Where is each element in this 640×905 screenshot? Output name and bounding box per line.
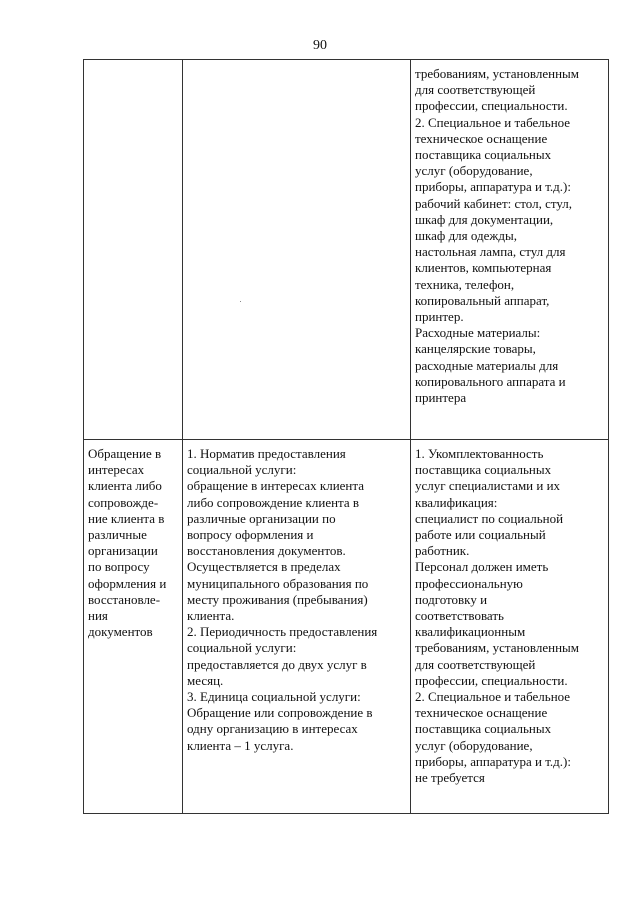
service-name-cell	[84, 60, 183, 440]
cell-text-line: копировального аппарата и	[415, 373, 566, 389]
cell-text-line: 2. Периодичность предоставления	[187, 624, 378, 640]
cell-text-line: рабочий кабинет: стол, стул,	[415, 195, 573, 211]
cell-text-line: 2. Специальное и табельное	[415, 689, 571, 705]
cell-text-line: квалификация:	[415, 494, 498, 510]
cell-text-line: требованиям, установленным	[415, 640, 580, 656]
cell-text-line: клиента либо	[88, 478, 162, 494]
cell-text-line: 1. Норматив предоставления	[187, 446, 346, 461]
cell-text-line: Осуществляется в пределах	[187, 559, 341, 575]
cell-text-line: специалист по социальной	[415, 510, 564, 526]
cell-text-line: 2. Специальное и табельное	[415, 114, 571, 130]
cell-text-line: работе или социальный	[415, 527, 546, 543]
cell-text-line: восстановле-	[88, 591, 161, 607]
cell-text-line: требованиям, установленным	[415, 66, 580, 81]
cell-text-line: поставщика социальных	[415, 462, 552, 478]
cell-text-line: социальной услуги:	[187, 462, 297, 478]
cell-text-line: 1. Укомплектованность	[415, 446, 544, 461]
table-row	[84, 440, 609, 814]
service-standard-cell	[183, 60, 411, 440]
cell-text-line: месту проживания (пребывания)	[187, 591, 368, 607]
cell-text-line: вопросу оформления и	[187, 527, 314, 543]
cell-text-line: восстановления документов.	[187, 543, 346, 559]
cell-text-line: профессиональную	[415, 575, 523, 591]
cell-text-line: одну организацию в интересах	[187, 721, 358, 737]
cell-text-line: по вопросу	[88, 559, 150, 575]
cell-text-line: либо сопровождение клиента в	[187, 494, 360, 510]
cell-text-line: не требуется	[415, 770, 485, 786]
service-name-cell	[84, 440, 183, 814]
cell-text-line: техника, телефон,	[415, 276, 515, 292]
scan-speck	[240, 301, 241, 302]
cell-text-line: Обращение или сопровождение в	[187, 705, 373, 721]
cell-text-line: канцелярские товары,	[415, 341, 536, 357]
cell-text-line: профессии, специальности.	[415, 98, 568, 114]
cell-text-line: профессии, специальности.	[415, 672, 568, 688]
cell-text-line: социальной услуги:	[187, 640, 297, 656]
cell-text-line: ния	[88, 608, 108, 624]
cell-text-line: подготовку и	[415, 591, 488, 607]
cell-text-line: оформления и	[88, 575, 167, 591]
cell-text-line: клиента – 1 услуга.	[187, 737, 294, 753]
cell-text-line: Обращение в	[88, 446, 162, 461]
cell-text-line: услуг специалистами и их	[415, 478, 561, 494]
cell-text-line: поставщика социальных	[415, 721, 552, 737]
cell-text-line: услуг (оборудование,	[415, 163, 533, 179]
cell-text-line: для соответствующей	[415, 656, 536, 672]
cell-text-line: различные организации по	[187, 510, 336, 526]
page-number: 90	[313, 38, 327, 53]
cell-text-line: копировальный аппарат,	[415, 292, 550, 308]
cell-text-line: сопровожде-	[88, 494, 159, 510]
cell-text-line: различные	[88, 527, 147, 543]
cell-text-line: интересах	[88, 462, 145, 478]
cell-text-line: Персонал должен иметь	[415, 559, 549, 575]
cell-text-line: квалификационным	[415, 624, 526, 640]
cell-text-line: принтера	[415, 390, 467, 406]
cell-text-line: поставщика социальных	[415, 147, 552, 163]
cell-text-line: шкаф для документации,	[415, 211, 554, 227]
services-table	[83, 59, 609, 814]
cell-text-line: 3. Единица социальной услуги:	[187, 689, 361, 705]
cell-text-line: документов	[88, 624, 153, 640]
cell-text-line: техническое оснащение	[415, 130, 548, 146]
service-conditions-cell	[411, 440, 609, 814]
cell-text-line: приборы, аппаратура и т.д.):	[415, 179, 571, 195]
cell-text-line: принтер.	[415, 309, 464, 325]
cell-text-line: шкаф для одежды,	[415, 228, 517, 244]
cell-text-line: Расходные материалы:	[415, 325, 541, 341]
cell-text-line: приборы, аппаратура и т.д.):	[415, 753, 571, 769]
cell-text-line: клиентов, компьютерная	[415, 260, 552, 276]
table-row	[84, 60, 609, 440]
cell-text-line: обращение в интересах клиента	[187, 478, 364, 494]
cell-text-line: соответствовать	[415, 608, 504, 624]
cell-text-line: настольная лампа, стул для	[415, 244, 566, 260]
cell-text-line: расходные материалы для	[415, 357, 559, 373]
cell-text-line: месяц.	[187, 672, 224, 688]
cell-text-line: работник.	[415, 543, 470, 559]
service-standard-cell	[183, 440, 411, 814]
cell-text-line: организации	[88, 543, 158, 559]
cell-text-line: муниципального образования по	[187, 575, 369, 591]
cell-text-line: клиента.	[187, 608, 235, 624]
cell-text-line: техническое оснащение	[415, 705, 548, 721]
cell-text-line: для соответствующей	[415, 82, 536, 98]
service-conditions-cell	[411, 60, 609, 440]
cell-text-line: ние клиента в	[88, 510, 165, 526]
cell-text-line: предоставляется до двух услуг в	[187, 656, 367, 672]
cell-text-line: услуг (оборудование,	[415, 737, 533, 753]
